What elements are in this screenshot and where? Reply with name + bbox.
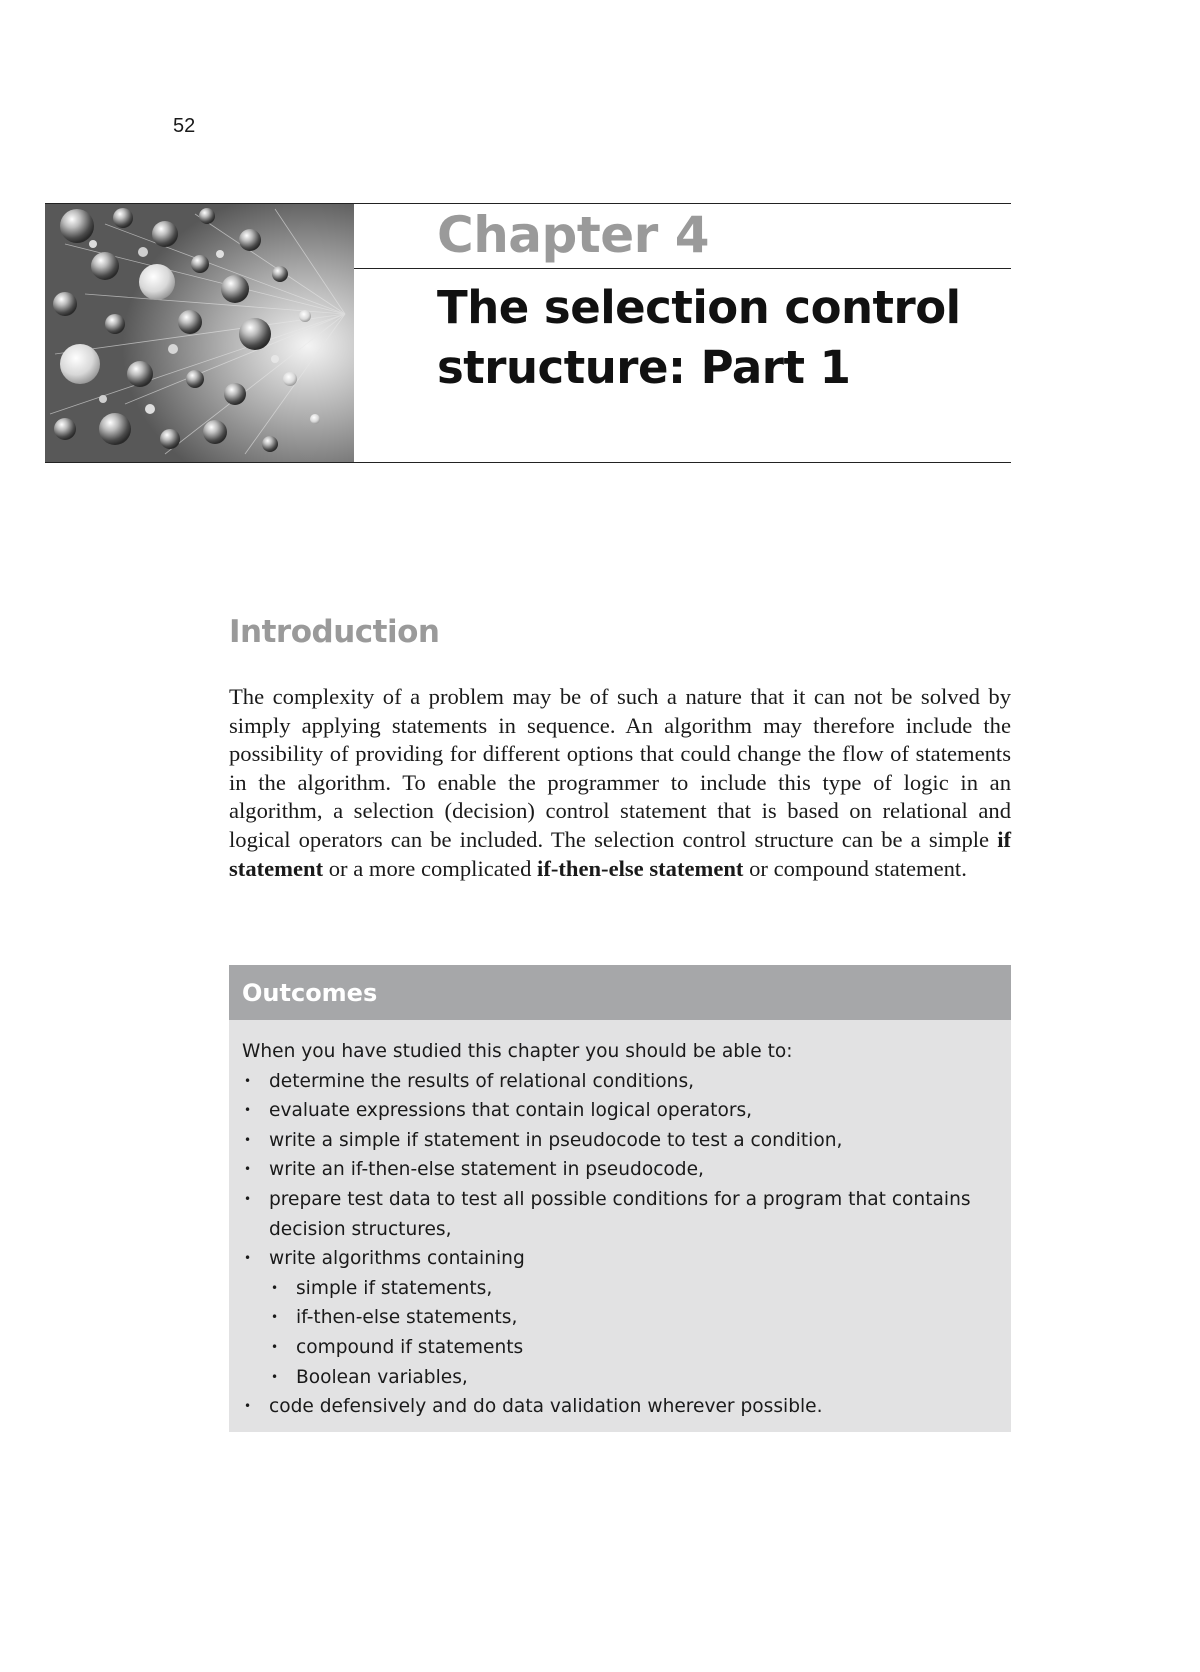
outcome-text: code defensively and do data validation wherever possible.	[269, 1396, 823, 1418]
outcome-item	[242, 1126, 997, 1156]
bullet-icon: •	[244, 1399, 252, 1414]
intro-text-part-2: or a more complicated	[323, 855, 538, 881]
outcomes-box	[229, 965, 1011, 1432]
chapter-title-line-1: The selection control	[437, 281, 961, 334]
outcome-item	[242, 1155, 997, 1185]
intro-bold-if-then-else: if-then-else statement	[537, 855, 744, 881]
outcomes-header	[229, 965, 1011, 1020]
outcome-sub-item	[269, 1363, 997, 1393]
outcome-text: prepare test data to test all possible conditions for a program that contains decision structures,	[269, 1188, 971, 1240]
outcome-item	[242, 1185, 997, 1244]
intro-text-part-3: or compound statement.	[743, 855, 967, 881]
intro-text-part-1: The complexity of a problem may be of such a nature that it can not be solved by simply applying statements in sequence. An algorithm may therefore include the possibility of providing for different options that could change the flow of statements in the algorithm. To enable the programmer to include this type of logic in an algorithm, a selection (decision) control statement that is based on relational and logical operators can be included. The selection control structure can be a simple	[229, 684, 1011, 852]
bullet-icon: •	[244, 1103, 252, 1118]
intro-bold-if-statement: if statement	[229, 826, 1011, 881]
outcome-text: write an if-then-else statement in pseudocode,	[269, 1159, 704, 1181]
outcome-item	[242, 1392, 997, 1422]
bullet-icon: •	[271, 1339, 279, 1354]
chapter-title-line-2: structure: Part 1	[437, 341, 851, 394]
outcome-sub-item	[269, 1333, 997, 1363]
outcome-sub-text: simple if statements,	[296, 1277, 493, 1299]
outcome-item	[242, 1244, 997, 1392]
bullet-icon: •	[244, 1073, 252, 1088]
outcome-sub-text: if-then-else statements,	[296, 1307, 518, 1329]
outcome-sub-text: compound if statements	[296, 1336, 524, 1358]
chapter-title	[437, 278, 997, 398]
outcome-text: write algorithms containing	[269, 1248, 525, 1270]
outcome-text: evaluate expressions that contain logical operators,	[269, 1100, 753, 1122]
chapter-label: Chapter 4	[437, 206, 709, 264]
header-bottom-rule	[45, 462, 1011, 463]
bullet-icon: •	[271, 1369, 279, 1384]
outcome-text: determine the results of relational conditions,	[269, 1070, 695, 1092]
outcome-text: write a simple if statement in pseudocode to test a condition,	[269, 1129, 843, 1151]
chapter-photo-water-droplets	[45, 204, 354, 462]
page-number: 52	[173, 115, 196, 137]
bullet-icon: •	[244, 1191, 252, 1206]
bullet-icon: •	[244, 1251, 252, 1266]
introduction-paragraph	[229, 683, 1011, 883]
outcome-sub-item	[269, 1303, 997, 1333]
outcome-list	[242, 1067, 997, 1422]
bullet-icon: •	[271, 1310, 279, 1325]
bullet-icon: •	[271, 1280, 279, 1295]
outcome-item	[242, 1067, 997, 1097]
outcome-sub-list	[269, 1274, 997, 1392]
bullet-icon: •	[244, 1132, 252, 1147]
outcome-item	[242, 1096, 997, 1126]
outcome-sub-text: Boolean variables,	[296, 1366, 468, 1388]
outcomes-lead: When you have studied this chapter you should be able to:	[242, 1041, 793, 1062]
outcomes-body	[229, 1020, 1011, 1422]
outcomes-title: Outcomes	[242, 979, 378, 1007]
header-middle-rule	[354, 268, 1011, 269]
bullet-icon: •	[244, 1162, 252, 1177]
outcome-sub-item	[269, 1274, 997, 1304]
introduction-heading: Introduction	[229, 614, 440, 650]
